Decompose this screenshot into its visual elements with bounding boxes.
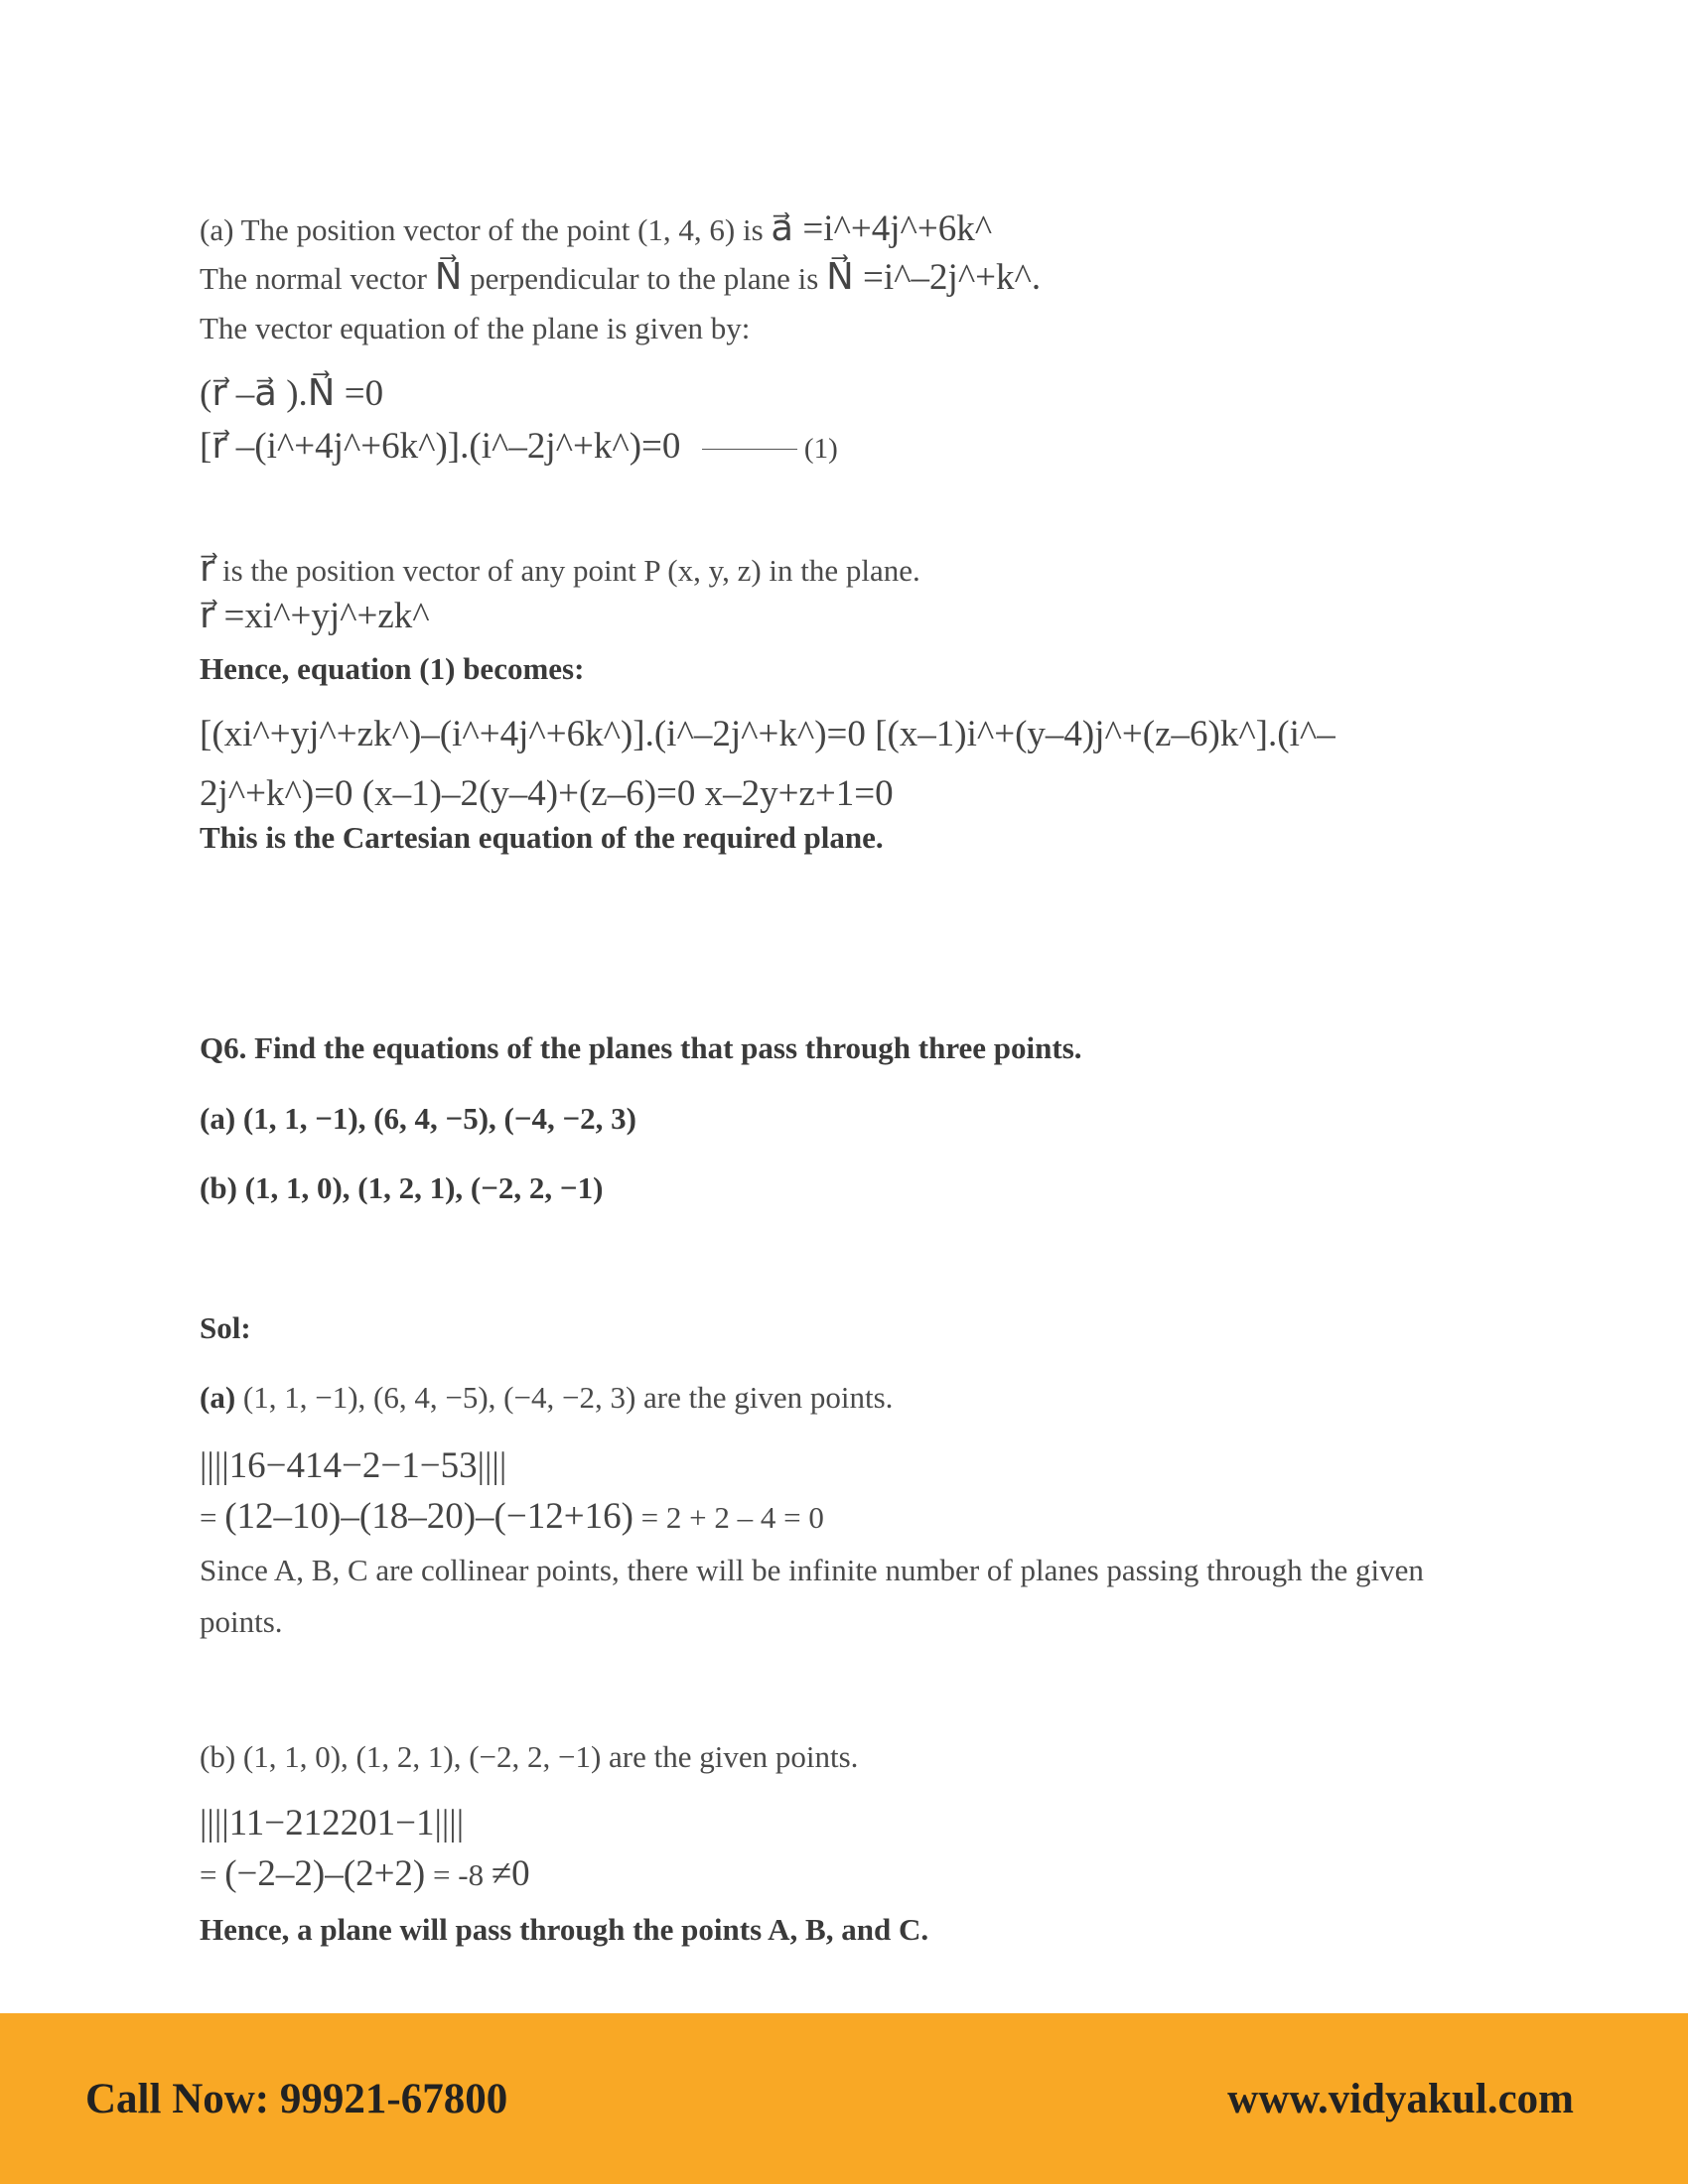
equation-number-tag: (1) [796,433,838,465]
position-vector-p-line [200,547,920,591]
normal-vector-line [200,255,1041,299]
calc-a-equals: = [200,1500,225,1535]
solution-label: Sol: [200,1310,251,1345]
position-vector-text: (a) The position vector of the point (1, 4, 6) is [200,212,772,247]
vector-equation-intro: The vector equation of the plane is given by: [200,311,751,345]
normal-vector-symbol: N⃗ [434,257,463,298]
solution-a-text: (1, 1, −1), (6, 4, −5), (−4, −2, 3) are the given points. [235,1380,894,1415]
determinant-a-calculation [200,1495,824,1538]
normal-vector-text: The normal vector [200,261,435,296]
call-now-text: Call Now: 99921-67800 [85,2076,508,2122]
cartesian-equation-conclusion: This is the Cartesian equation of the required plane. [200,820,884,855]
position-vector-p-text: is the position vector of any point P (x, y, z) in the plane. [214,553,920,588]
solution-a-line [200,1380,893,1416]
r-vector-symbol: r⃗ [200,549,215,590]
calc-a-expression: (12–10)–(18–20)–(−12+16) [224,1496,633,1537]
q6-part-a: (a) (1, 1, −1), (6, 4, −5), (−4, −2, 3) [200,1101,636,1136]
calc-b-expression: (−2–2)–(2+2) [224,1853,426,1894]
solution-b-line: (b) (1, 1, 0), (1, 2, 1), (−2, 2, −1) are the given points. [200,1739,859,1774]
equation-rule [702,449,797,450]
solution-b-conclusion: Hence, a plane will pass through the points A, B, and C. [200,1912,929,1947]
position-vector-line [200,206,992,250]
website-link[interactable]: www.vidyakul.com [1227,2076,1574,2122]
normal-vector-text-2: perpendicular to the plane is [462,261,827,296]
calc-b-equals: = [200,1857,225,1892]
q6-question: Q6. Find the equations of the planes that pass through three points. [200,1030,1082,1065]
footer-banner [0,2013,1688,2184]
q6-part-b: (b) (1, 1, 0), (1, 2, 1), (−2, 2, −1) [200,1170,604,1205]
normal-vector-math: N⃗ =i^–2j^+k^. [826,257,1042,298]
cartesian-derivation: [(xi^+yj^+zk^)–(i^+4j^+6k^)].(i^–2j^+k^)=0 [(x–1)i^+(y–4)j^+(z–6)k^].(i^– 2j^+k^)=0 (x–1)–2(y–4)+(z–6)=0 x–2y+z+1=0 [200,714,1336,814]
vector-equation-general: (r⃗ –a⃗ ).N⃗ =0 [200,373,384,414]
solution-a-conclusion: Since A, B, C are collinear points, there will be infinite number of planes passing through the given points. [200,1553,1424,1639]
determinant-b: ||||11−212201−1|||| [200,1803,465,1843]
equation-becomes-heading: Hence, equation (1) becomes: [200,651,585,686]
calc-b-not-equal: ≠0 [491,1853,530,1894]
solution-a-label: (a) [200,1380,236,1415]
calc-a-result: = 2 + 2 – 4 = 0 [633,1500,824,1535]
r-vector-equation: r⃗ =xi^+yj^+zk^ [200,596,430,636]
determinant-a: ||||16−414−2−1−53|||| [200,1445,507,1486]
calc-b-result: = -8 [425,1857,492,1892]
vector-equation-substituted-math: [r⃗ –(i^+4j^+6k^)].(i^–2j^+k^)=0 [200,426,681,467]
determinant-b-calculation [200,1852,530,1895]
position-vector-math: a⃗ =i^+4j^+6k^ [771,208,993,249]
vector-equation-substituted [200,424,838,468]
